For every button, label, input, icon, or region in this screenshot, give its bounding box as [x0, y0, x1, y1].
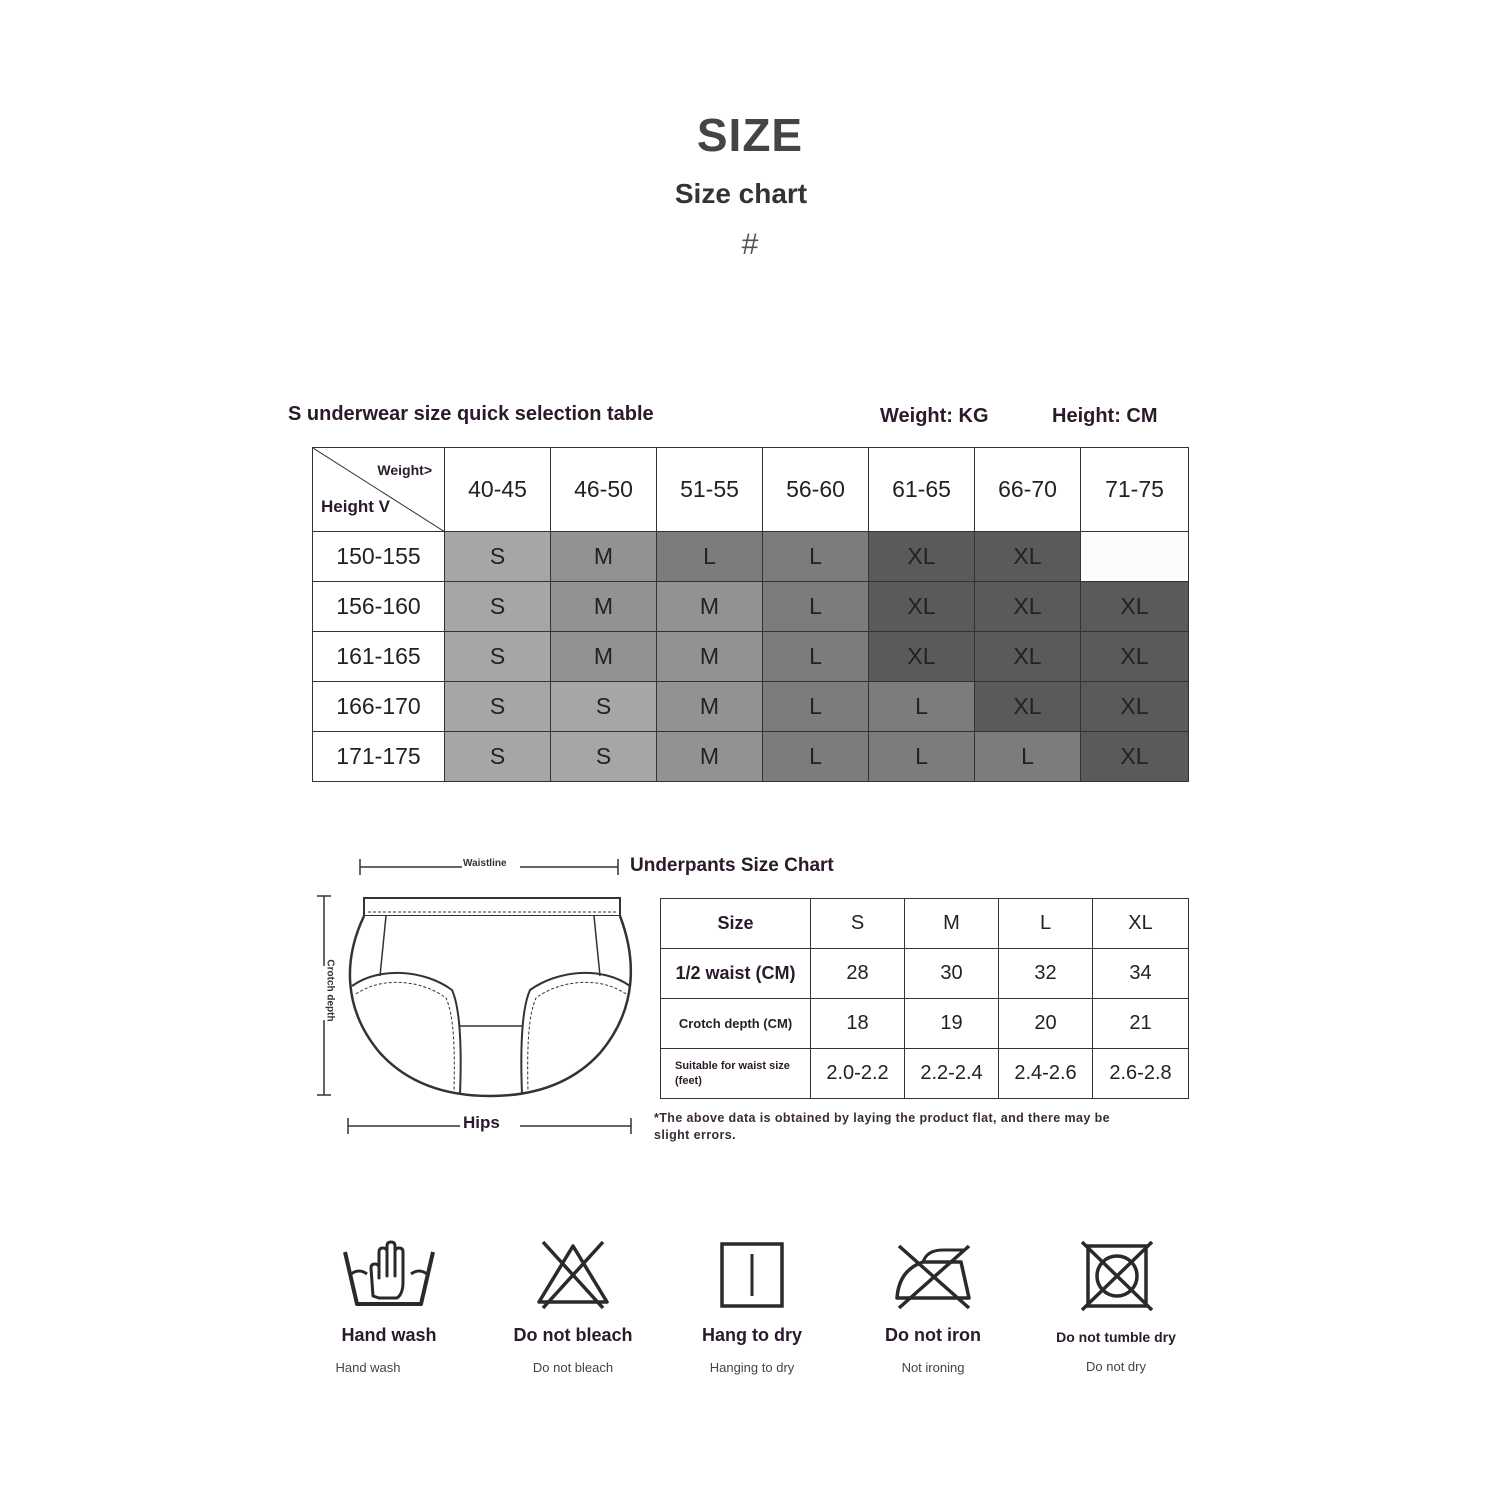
quick-header-row	[313, 448, 1189, 532]
hash-mark: #	[741, 228, 759, 261]
height-label-cell: 150-155	[313, 532, 445, 582]
table-cell: 18	[811, 999, 905, 1049]
crotch-depth-row	[661, 999, 1189, 1049]
weight-header-cell: 71-75	[1081, 448, 1189, 532]
waistline-label: Waistline	[463, 858, 507, 869]
page-subtitle: Size chart	[674, 178, 808, 209]
size-cell	[1081, 532, 1189, 582]
underpants-chart-title: Underpants Size Chart	[630, 855, 834, 876]
care-item-do-not-iron	[843, 1238, 1023, 1375]
height-row	[313, 532, 1189, 582]
page-title: SIZE	[696, 109, 804, 161]
size-header-cell: M	[905, 899, 999, 949]
size-cell: L	[763, 632, 869, 682]
weight-header-cell: 40-45	[445, 448, 551, 532]
do-not-bleach-icon	[523, 1238, 623, 1312]
row-label: Suitable for waist size (feet)	[661, 1049, 811, 1099]
table-cell: 34	[1093, 949, 1189, 999]
size-cell: L	[763, 682, 869, 732]
waist-row	[661, 949, 1189, 999]
care-sublabel: Do not dry	[1086, 1359, 1146, 1374]
weight-header-cell: 66-70	[975, 448, 1081, 532]
size-cell: L	[763, 732, 869, 782]
size-cell: L	[763, 582, 869, 632]
size-cell: XL	[869, 582, 975, 632]
care-sublabel: Not ironing	[901, 1360, 965, 1375]
table-cell: 2.4-2.6	[999, 1049, 1093, 1099]
row-label: Crotch depth (CM)	[661, 999, 811, 1049]
size-cell: M	[551, 582, 657, 632]
height-row	[313, 732, 1189, 782]
size-cell: L	[763, 532, 869, 582]
height-row	[313, 632, 1189, 682]
table-cell: 20	[999, 999, 1093, 1049]
care-label: Do not bleach	[513, 1325, 633, 1345]
size-cell: XL	[869, 532, 975, 582]
table-cell: 21	[1093, 999, 1189, 1049]
size-cell: XL	[1081, 732, 1189, 782]
height-label-cell: 156-160	[313, 582, 445, 632]
size-cell: M	[657, 682, 763, 732]
corner-cell	[313, 448, 445, 532]
weight-header-cell: 56-60	[763, 448, 869, 532]
size-cell: XL	[975, 532, 1081, 582]
size-header-cell: S	[811, 899, 905, 949]
table-cell: 30	[905, 949, 999, 999]
table-cell: 32	[999, 949, 1093, 999]
care-item-do-not-bleach	[483, 1238, 663, 1375]
table-cell: 2.0-2.2	[811, 1049, 905, 1099]
size-cell: XL	[975, 682, 1081, 732]
waist-feet-row	[661, 1049, 1189, 1099]
care-item-hang-to-dry	[662, 1238, 842, 1375]
size-cell: L	[869, 682, 975, 732]
size-cell: M	[657, 732, 763, 782]
size-cell: L	[975, 732, 1081, 782]
table-cell: 2.6-2.8	[1093, 1049, 1189, 1099]
underpants-diagram	[300, 848, 645, 1148]
care-label: Do not iron	[885, 1325, 981, 1345]
size-cell: S	[551, 732, 657, 782]
weight-header-cell: 61-65	[869, 448, 975, 532]
size-cell: L	[869, 732, 975, 782]
size-cell: S	[445, 632, 551, 682]
size-cell: XL	[869, 632, 975, 682]
hand-wash-icon	[339, 1238, 439, 1312]
do-not-tumble-dry-icon	[1066, 1238, 1166, 1312]
hang-to-dry-icon	[702, 1238, 802, 1312]
height-label-cell: 166-170	[313, 682, 445, 732]
table-cell: 19	[905, 999, 999, 1049]
corner-height-label: Height V	[321, 497, 390, 516]
size-cell: XL	[975, 632, 1081, 682]
care-sublabel: Hanging to dry	[709, 1360, 795, 1375]
size-cell: XL	[1081, 582, 1189, 632]
weight-header-cell: 46-50	[551, 448, 657, 532]
size-cell: XL	[1081, 632, 1189, 682]
row-label: 1/2 waist (CM)	[661, 949, 811, 999]
table-cell: 28	[811, 949, 905, 999]
weight-header-cell: 51-55	[657, 448, 763, 532]
height-unit-label: Height: CM	[1052, 405, 1158, 427]
size-cell: S	[445, 682, 551, 732]
underpants-header-row	[661, 899, 1189, 949]
size-cell: S	[445, 532, 551, 582]
height-row	[313, 582, 1189, 632]
height-label-cell: 171-175	[313, 732, 445, 782]
size-cell: L	[657, 532, 763, 582]
care-sublabel: Hand wash	[335, 1360, 401, 1375]
quick-selection-table	[312, 447, 1189, 782]
underpants-size-table	[660, 898, 1189, 1099]
size-cell: XL	[975, 582, 1081, 632]
care-item-do-not-tumble-dry	[1026, 1238, 1206, 1374]
care-sublabel: Do not bleach	[532, 1360, 614, 1375]
care-item-hand-wash	[299, 1238, 479, 1375]
size-header-cell: XL	[1093, 899, 1189, 949]
size-cell: M	[551, 532, 657, 582]
do-not-iron-icon	[883, 1238, 983, 1312]
size-header-cell: Size	[661, 899, 811, 949]
measurement-note: *The above data is obtained by laying the product flat, and there may be slight errors.	[654, 1111, 1110, 1142]
quick-table-title: S underwear size quick selection table	[288, 403, 654, 425]
size-header-cell: L	[999, 899, 1093, 949]
size-cell: M	[657, 582, 763, 632]
size-cell: S	[551, 682, 657, 732]
table-cell: 2.2-2.4	[905, 1049, 999, 1099]
height-row	[313, 682, 1189, 732]
crotch-depth-label: Crotch depth	[324, 959, 336, 1022]
weight-unit-label: Weight: KG	[880, 405, 989, 427]
size-cell: S	[445, 732, 551, 782]
care-label: Hang to dry	[701, 1325, 802, 1345]
size-cell: S	[445, 582, 551, 632]
corner-diagonal	[313, 448, 445, 532]
hips-label: Hips	[463, 1113, 500, 1132]
care-label: Do not tumble dry	[1056, 1329, 1176, 1345]
height-label-cell: 161-165	[313, 632, 445, 682]
size-cell: XL	[1081, 682, 1189, 732]
corner-weight-label: Weight>	[377, 462, 432, 478]
size-cell: M	[657, 632, 763, 682]
size-cell: M	[551, 632, 657, 682]
care-label: Hand wash	[341, 1325, 437, 1345]
